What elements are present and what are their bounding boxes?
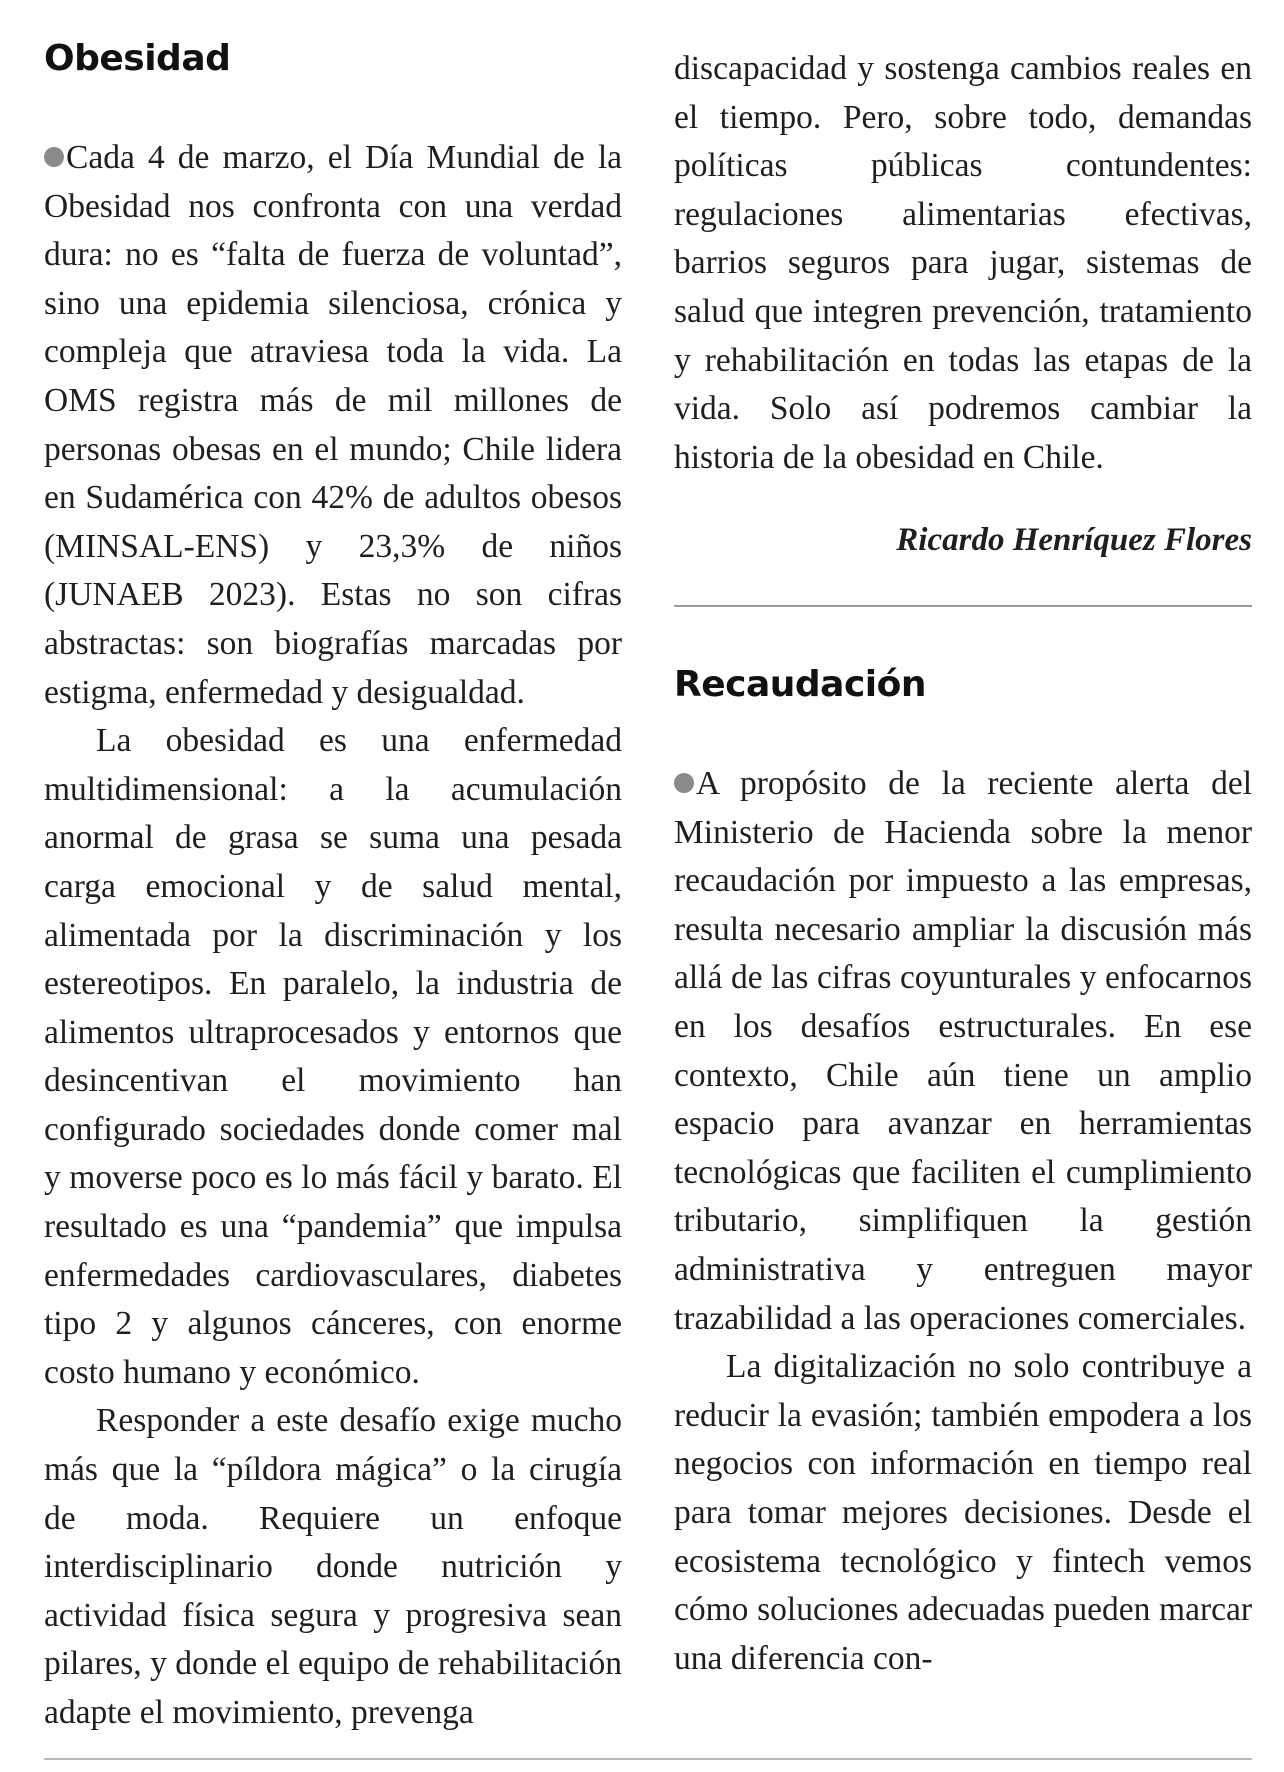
- paragraph-2: La digitalización no solo contribuye a reducir la evasión; también empodera a los negocios con información en tiempo real para tomar mejores decisiones. Desde el ecosistema tecnológico y fintech vemos cómo soluciones adecuadas pueden marcar una diferencia con-: [674, 1348, 1252, 1677]
- paragraph-1-text: Cada 4 de marzo, el Día Mundial de la Obesidad nos confronta con una verdad dura: no es “falta de fuerza de voluntad”, sino una epidemia silenciosa, crónica y compleja que atraviesa toda la vida. La OMS registra más de mil millones de personas obesas en el mundo; Chile lidera en Sudamérica con 42% de adultos obesos (MINSAL-ENS) y 23,3% de niños (JUNAEB 2023). Estas no son cifras abstractas: son biografías marcadas por estigma, enfermedad y desigualdad.: [44, 139, 622, 711]
- bullet-icon: [44, 147, 64, 167]
- continuation-paragraph: discapacidad y sostenga cambios reales en el tiempo. Pero, sobre todo, demandas políticas públicas contundentes: regulaciones alimentarias efectivas, barrios seguros para jugar, sistemas de salud que integren prevención, tratamiento y rehabilitación en todas las etapas de la vida. Solo así podremos cambiar la historia de la obesidad en Chile.: [674, 50, 1252, 476]
- paragraph-3: Responder a este desafío exige mucho más que la “píldora mágica” o la cirugía de moda. Requiere un enfoque interdisciplinario donde nutrición y actividad física segura y progresiva sean pilares, y donde el equipo de rehabilitación adapte el movimiento, prevenga: [44, 1402, 622, 1731]
- bullet-icon: [674, 773, 694, 793]
- bottom-divider: [44, 1758, 1252, 1760]
- article-body-obesidad: [44, 134, 622, 1738]
- paragraph-2: La obesidad es una enfermedad multidimensional: a la acumulación anormal de grasa se suma una pesada carga emocional y de salud mental, alimentada por la discriminación y los estereotipos. En paralelo, la industria de alimentos ultraprocesados y entornos que desincentivan el movimiento han configurado sociedades donde comer mal y moverse poco es lo más fácil y barato. El resultado es una “pandemia” que impulsa enfermedades cardiovasculares, diabetes tipo 2 y algunos cánceres, con enorme costo humano y económico.: [44, 722, 622, 1391]
- author-signature: Ricardo Henríquez Flores: [896, 522, 1252, 558]
- paragraph-1-text: A propósito de la reciente alerta del Ministerio de Hacienda sobre la menor recaudación por impuesto a las empresas, resulta necesario ampliar la discusión más allá de las cifras coyunturales y enfocarnos en los desafíos estructurales. En ese contexto, Chile aún tiene un amplio espacio para avanzar en herramientas tecnológicas que faciliten el cumplimiento tributario, simplifiquen la gestión administrativa y entreguen mayor trazabilidad a las operaciones comerciales.: [674, 765, 1252, 1337]
- article-body-recaudacion: [674, 760, 1252, 1683]
- article-heading-recaudacion: Recaudación: [674, 664, 927, 705]
- paragraph-1: [674, 760, 1252, 1343]
- paragraph-1: [44, 134, 622, 717]
- article-continuation-obesidad: [674, 45, 1252, 482]
- article-heading-obesidad: Obesidad: [44, 38, 231, 79]
- section-divider: [674, 605, 1252, 607]
